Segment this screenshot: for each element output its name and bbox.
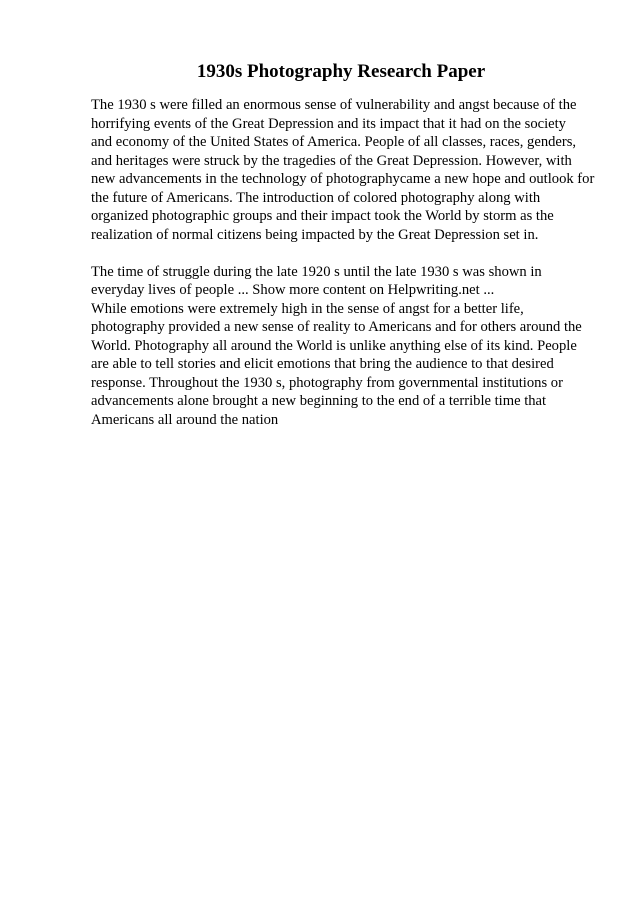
paragraph-2: [91, 263, 611, 430]
text-line: everyday lives of people ... Show more content on Helpwriting.net ...: [91, 282, 495, 298]
text-line: advancements alone brought a new beginning to the end of a terrible time that: [91, 393, 547, 409]
text-line: and economy of the United States of America. People of all classes, races, genders,: [91, 134, 577, 150]
text-line: realization of normal citizens being impacted by the Great Depression set in.: [91, 226, 539, 243]
text-line: are able to tell stories and elicit emotions that bring the audience to that desired: [91, 356, 554, 372]
text-line: Americans all around the nation: [91, 411, 279, 428]
text-line: The 1930 s were filled an enormous sense of vulnerability and angst because of the: [91, 97, 577, 113]
text-line: response. Throughout the 1930 s, photography from governmental institutions or: [91, 374, 563, 391]
document-body: [91, 96, 611, 429]
text-line: new advancements in the technology of photographycame a new hope and outlook for: [91, 171, 595, 187]
text-line: and heritages were struck by the tragedies of the Great Depression. However, with: [91, 152, 572, 169]
text-line: While emotions were extremely high in the sense of angst for a better life,: [91, 300, 524, 317]
paragraph-1: [91, 96, 611, 244]
text-line: World. Photography all around the World is unlike anything else of its kind. People: [91, 337, 577, 354]
text-line: The time of struggle during the late 1920 s until the late 1930 s was shown in: [91, 263, 542, 280]
document-title: 1930s Photography Research Paper: [196, 61, 486, 82]
text-line: horrifying events of the Great Depression and its impact that it had on the society: [91, 115, 566, 132]
text-line: photography provided a new sense of reality to Americans and for others around the: [91, 319, 582, 335]
paragraph-spacer: [91, 244, 611, 263]
text-line: the future of Americans. The introduction of colored photography along with: [91, 189, 541, 206]
text-line: organized photographic groups and their impact took the World by storm as the: [91, 208, 554, 224]
